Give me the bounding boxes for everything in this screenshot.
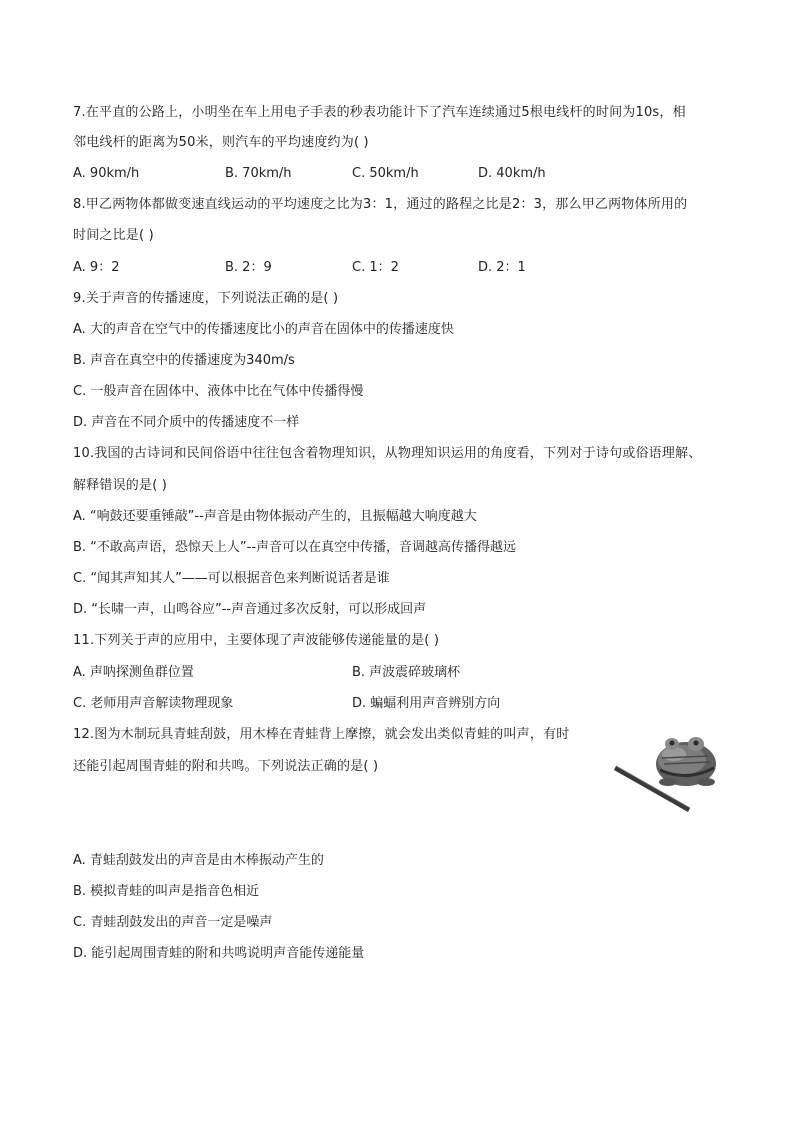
q7-line-2: 邻电线杆的距离为50米，则汽车的平均速度约为( ) — [73, 135, 369, 150]
wooden-frog-guiro-image — [612, 730, 722, 816]
q9-option-c: C. 一般声音在固体中、液体中比在气体中传播得慢 — [73, 384, 364, 399]
q11-option-c: C. 老师用声音解读物理现象 — [73, 696, 234, 711]
q10-option-a: A. “响鼓还要重锤敲”--声音是由物体振动产生的，且振幅越大响度越大 — [73, 509, 477, 524]
q12-option-c: C. 青蛙刮鼓发出的声音一定是噪声 — [73, 915, 273, 930]
q10-option-d: D. “长啸一声，山鸣谷应”--声音通过多次反射，可以形成回声 — [73, 602, 427, 617]
q8-line-2: 时间之比是( ) — [73, 228, 154, 243]
q8-option-c: C. 1：2 — [352, 260, 399, 275]
q7-line-1: 7.在平直的公路上，小明坐在车上用电子手表的秒表功能计下了汽车连续通过5根电线杆的时间为10s，相 — [73, 105, 686, 120]
q8-option-b: B. 2：9 — [225, 260, 272, 275]
q10-line-1: 10.我国的古诗词和民间俗语中往往包含着物理知识，从物理知识运用的角度看，下列对于诗句或俗语理解、 — [73, 446, 702, 461]
q12-line-1: 12.图为木制玩具青蛙刮鼓，用木棒在青蛙背上摩擦，就会发出类似青蛙的叫声，有时 — [73, 727, 570, 742]
q8-line-1: 8.甲乙两物体都做变速直线运动的平均速度之比为3：1，通过的路程之比是2：3，那么甲乙两物体所用的 — [73, 197, 688, 212]
q12-option-b: B. 模拟青蛙的叫声是指音色相近 — [73, 884, 260, 899]
q10-option-b: B. “不敢高声语，恐惊天上人”--声音可以在真空中传播，音调越高传播得越远 — [73, 540, 517, 555]
q11-option-b: B. 声波震碎玻璃杯 — [352, 665, 461, 680]
q8-option-d: D. 2：1 — [478, 260, 526, 275]
q7-option-a: A. 90km/h — [73, 166, 140, 181]
q10-line-2: 解释错误的是( ) — [73, 478, 168, 493]
q7-option-d: D. 40km/h — [478, 166, 546, 181]
q9-line-1: 9.关于声音的传播速度，下列说法正确的是( ) — [73, 291, 339, 306]
q12-option-d: D. 能引起周围青蛙的附和共鸣说明声音能传递能量 — [73, 946, 365, 961]
q11-line-1: 11.下列关于声的应用中，主要体现了声波能够传递能量的是( ) — [73, 633, 440, 648]
q7-option-b: B. 70km/h — [225, 166, 292, 181]
q11-option-d: D. 蝙蝠利用声音辨别方向 — [352, 696, 501, 711]
q9-option-a: A. 大的声音在空气中的传播速度比小的声音在固体中的传播速度快 — [73, 322, 454, 337]
q9-option-b: B. 声音在真空中的传播速度为340m/s — [73, 353, 295, 368]
q8-option-a: A. 9：2 — [73, 260, 120, 275]
q10-option-c: C. “闻其声知其人”——可以根据音色来判断说话者是谁 — [73, 571, 390, 586]
q9-option-d: D. 声音在不同介质中的传播速度不一样 — [73, 415, 300, 430]
q7-option-c: C. 50km/h — [352, 166, 419, 181]
frog-body — [656, 737, 716, 786]
q12-line-2: 还能引起周围青蛙的附和共鸣。下列说法正确的是( ) — [73, 759, 379, 774]
q12-option-a: A. 青蛙刮鼓发出的声音是由木棒振动产生的 — [73, 853, 324, 868]
q11-option-a: A. 声呐探测鱼群位置 — [73, 665, 194, 680]
